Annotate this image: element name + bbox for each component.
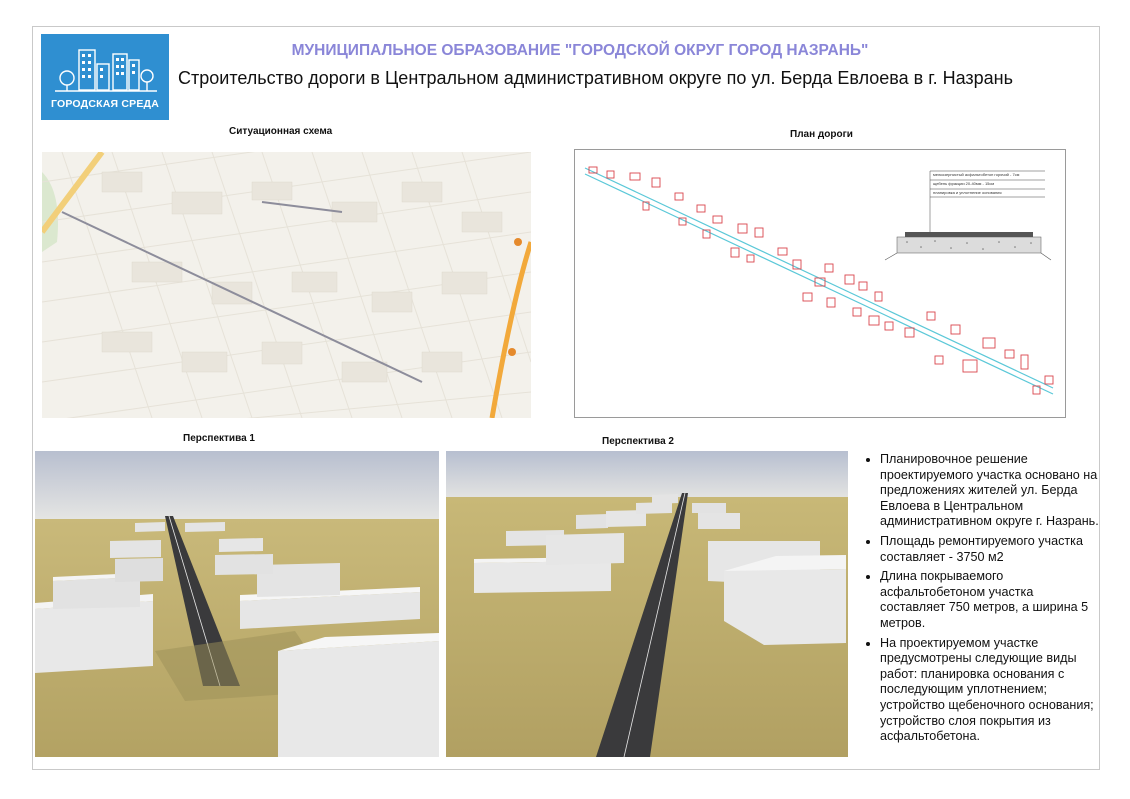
perspective2-image [446, 451, 848, 757]
project-title: Строительство дороги в Центральном административном округе по ул. Берда Евлоева в г. Назрань [178, 68, 1013, 88]
project-notes [868, 452, 1100, 749]
note-item: • Площадь ремонтируемого участка составляет - 3750 м2 [880, 534, 1100, 565]
note-item: • Планировочное решение проектируемого участка основано на предложениях жителей ул. Берда Евлоева в Центральном административном округе г. Назрань. [880, 452, 1100, 530]
situation-caption: Ситуационная схема [229, 126, 333, 137]
legend-line-1: мелкозернистый асфальтобетон горячий - 7см [933, 172, 1020, 177]
logo-text: ГОРОДСКАЯ СРЕДА [50, 98, 160, 110]
road-cross-section [885, 232, 1051, 260]
street-map-image [42, 152, 531, 418]
note-item: • Длина покрываемого асфальтобетоном участка составляет 750 метров, а ширина 5 метров. [880, 569, 1100, 631]
road-plan-svg [575, 150, 1065, 417]
perspective2-caption: Перспектива 2 [602, 436, 674, 447]
logo [41, 34, 169, 120]
situation-map [42, 152, 531, 418]
notes-list [868, 452, 1100, 745]
org-title: МУНИЦИПАЛЬНОЕ ОБРАЗОВАНИЕ "ГОРОДСКОЙ ОКРУГ ГОРОД НАЗРАНЬ" [291, 42, 869, 59]
perspective2-render [446, 451, 848, 757]
perspective1-caption: Перспектива 1 [183, 433, 255, 444]
road-plan-drawing [574, 149, 1066, 418]
legend-line-2: щебень фракции 20-40мм - 15см [933, 181, 995, 186]
legend-line-3: планировка и уплотнение основания [933, 190, 1002, 195]
road-plan-caption: План дороги [790, 129, 853, 140]
perspective1-render [35, 451, 439, 757]
perspective1-image [35, 451, 439, 757]
note-item: • На проектируемом участке предусмотрены следующие виды работ: планировка основания с последующим уплотнением; устройство щебеночного основания; устройство слоя покрытия из асфальтобетона. [880, 636, 1100, 745]
